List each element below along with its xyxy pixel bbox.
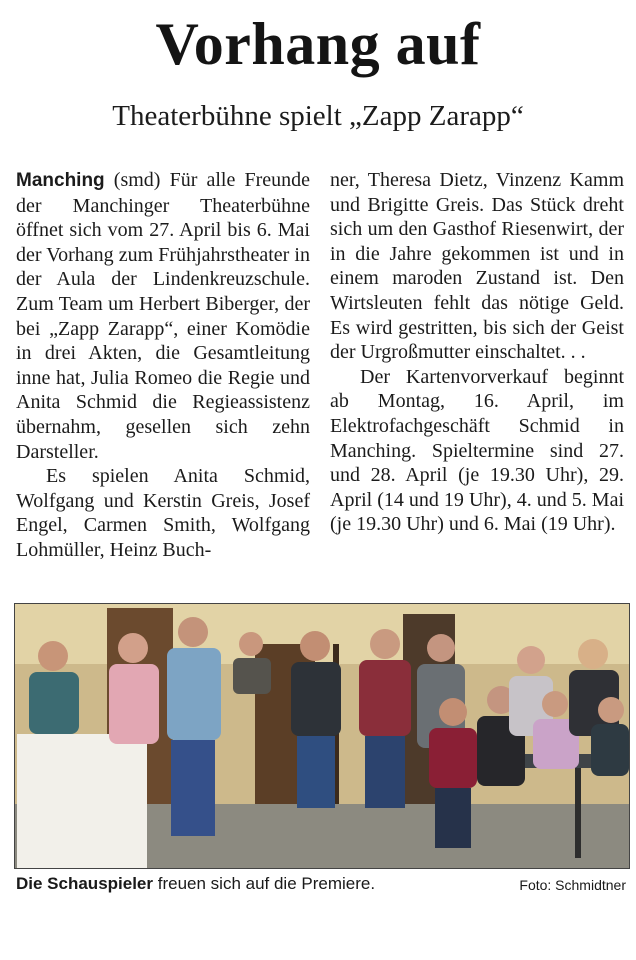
paragraph-tickets: Der Kartenvorverkauf beginnt ab Montag, 16. April, im Elektrofachgeschäft Schmid in Manching. Spieltermine sind 27. und 28. April (je 19.30 Uhr), 29. April (14 und 19 Uhr), 4. und 5. Mai (je 19.30 Uhr) und 6. Mai (19 Uhr). — [330, 365, 624, 536]
paragraph-intro — [16, 168, 310, 464]
paragraph-cast: Es spielen Anita Schmid, Wolfgang und Kerstin Greis, Josef Engel, Carmen Smith, Wolfgang Lohmüller, Heinz Buch- — [16, 465, 310, 561]
paragraph-plot: ner, Theresa Dietz, Vinzenz Kamm und Brigitte Greis. Das Stück dreht sich um den Gasthof Riesenwirt, der in die Jahre gekommen ist und in einem maroden Zustand ist. Den Wirtsleuten fehlt das nötige Geld. Es wird gestritten, bis sich der Geist der Urgroßmutter einschaltet. . . — [330, 169, 624, 364]
dateline: Manching — [16, 170, 105, 191]
subheadline: Theaterbühne spielt „Zapp Zarapp“ — [112, 100, 524, 132]
photo-caption — [16, 873, 496, 895]
caption-bold: Die Schauspieler — [16, 874, 154, 893]
headline: Vorhang auf — [155, 11, 481, 77]
intro-text: (smd) Für alle Freunde der Manchinger Theaterbühne öffnet sich vom 27. April bis 6. Mai der Vorhang zum Frühjahrstheater in der Aula der Lindenkreuzschule. Zum Team um Herbert Biberger, der bei „Zapp Zarapp“, einer Komödie in drei Akten, die Gesamtleitung inne hat, Julia Romeo die Regie und Anita Schmid die Regieassistenz übernahm, gesellen sich zehn Darsteller. — [16, 169, 310, 463]
caption-text: freuen sich auf die Premiere. — [153, 874, 376, 893]
photo-credit: Foto: Schmidtner — [519, 877, 626, 893]
article-column-right — [330, 168, 624, 537]
group-photo — [14, 603, 630, 869]
article-column-left — [16, 168, 310, 563]
